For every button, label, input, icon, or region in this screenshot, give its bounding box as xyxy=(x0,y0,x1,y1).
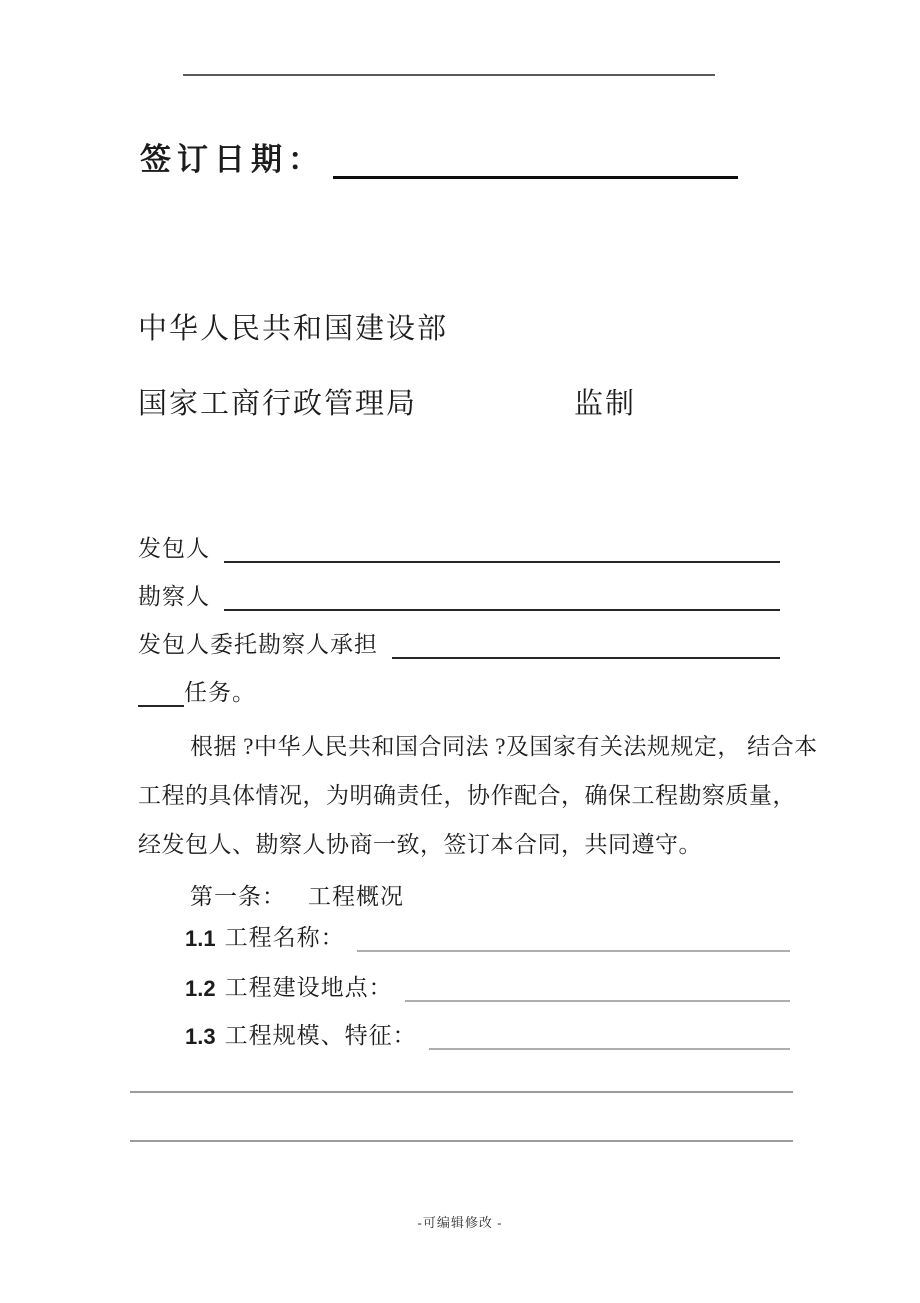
preamble-line-1: 根据 ?中华人民共和国合同法 ?及国家有关法规规定， 结合本 xyxy=(190,734,818,759)
article-1-number: 第一条： xyxy=(190,884,286,909)
authority-seal-label: 监制 xyxy=(574,388,637,420)
item-1-number: 1.1 xyxy=(185,926,216,951)
task-row xyxy=(138,682,780,707)
preamble-line-3: 经发包人、勘察人协商一致，签订本合同，共同遵守。 xyxy=(138,832,702,857)
item-2-label: 工程建设地点： xyxy=(224,975,393,1000)
item-2-number: 1.2 xyxy=(185,976,216,1001)
preamble-paragraph xyxy=(138,722,818,869)
employer-row xyxy=(138,538,780,563)
authority-line-2-name: 国家工商行政管理局 xyxy=(138,388,418,420)
preamble-line-2: 工程的具体情况，为明确责任，协作配合，确保工程勘察质量， xyxy=(138,783,796,808)
item-row-project-scale xyxy=(185,1024,790,1050)
project-scale-blank[interactable] xyxy=(429,1025,790,1050)
sign-date-blank[interactable] xyxy=(333,142,738,179)
entrust-scope-blank[interactable] xyxy=(392,634,780,659)
sign-date-label: 签订日期： xyxy=(140,142,325,177)
surveyor-row xyxy=(138,586,780,611)
employer-label: 发包人 xyxy=(138,536,210,561)
task-suffix-label: 任务。 xyxy=(184,680,256,705)
item-3-label: 工程规模、特征： xyxy=(224,1023,417,1048)
item-3-number: 1.3 xyxy=(185,1024,216,1049)
authority-line-2 xyxy=(138,381,636,422)
authority-line-1: 中华人民共和国建设部 xyxy=(138,313,449,345)
surveyor-name-blank[interactable] xyxy=(224,586,780,611)
project-location-blank[interactable] xyxy=(405,977,790,1002)
sign-date-row xyxy=(140,134,738,179)
entrust-row xyxy=(138,634,780,659)
bottom-divider-lower xyxy=(130,1140,793,1142)
project-name-blank[interactable] xyxy=(357,927,790,952)
entrust-label: 发包人委托勘察人承担 xyxy=(138,632,378,657)
editable-watermark-label: -可编辑修改 - xyxy=(417,1215,503,1230)
task-blank[interactable] xyxy=(138,682,184,707)
employer-name-blank[interactable] xyxy=(224,538,780,563)
item-row-project-name xyxy=(185,926,790,952)
article-1-heading xyxy=(190,878,404,911)
top-divider xyxy=(183,74,715,76)
item-row-project-location xyxy=(185,976,790,1002)
item-1-label: 工程名称： xyxy=(224,925,345,950)
surveyor-label: 勘察人 xyxy=(138,584,210,609)
bottom-divider-upper xyxy=(130,1091,793,1093)
article-1-title: 工程概况 xyxy=(308,884,404,909)
